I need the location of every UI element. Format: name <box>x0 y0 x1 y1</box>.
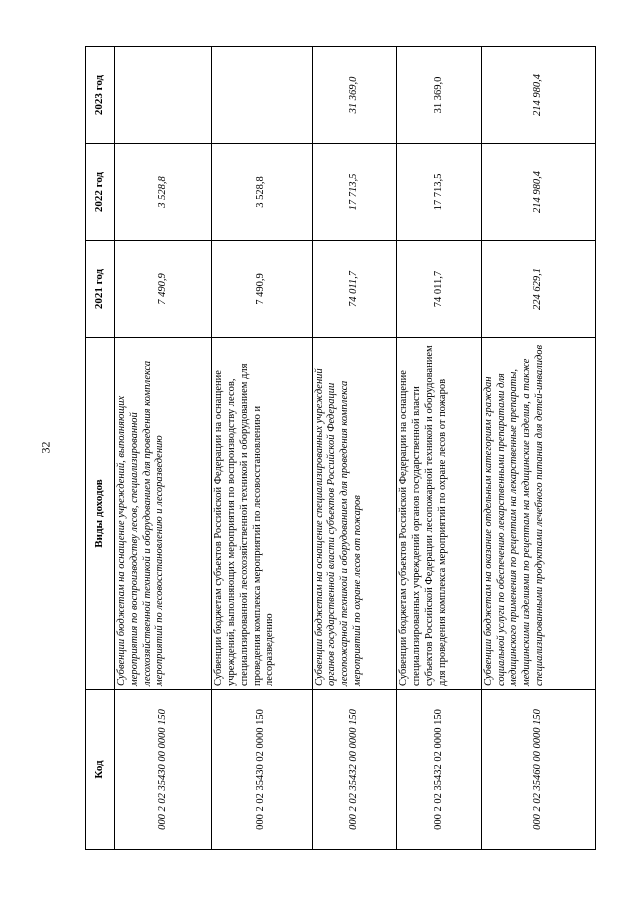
row-code: 000 2 02 35432 02 0000 150 <box>397 690 482 850</box>
row-value-2023: 31 369,0 <box>397 47 482 144</box>
table-row <box>115 47 212 850</box>
row-value-2023 <box>115 47 212 144</box>
table-row <box>312 47 397 850</box>
table-row <box>481 47 595 850</box>
row-value-2021: 7 490,9 <box>212 241 313 338</box>
header-revenue-type: Виды доходов <box>86 338 115 690</box>
row-code: 000 2 02 35430 02 0000 150 <box>212 690 313 850</box>
row-value-2023: 214 980,4 <box>481 47 595 144</box>
row-value-2022: 3 528,8 <box>115 144 212 241</box>
row-code: 000 2 02 35430 00 0000 150 <box>115 690 212 850</box>
header-code: Код <box>86 690 115 850</box>
row-value-2021: 74 011,7 <box>397 241 482 338</box>
row-value-2022: 17 713,5 <box>397 144 482 241</box>
revenue-table <box>85 46 596 850</box>
header-2023: 2023 год <box>86 47 115 144</box>
table-row <box>397 47 482 850</box>
row-value-2021: 224 629,1 <box>481 241 595 338</box>
row-value-2022: 214 980,4 <box>481 144 595 241</box>
header-2022: 2022 год <box>86 144 115 241</box>
page-number: 32 <box>38 441 53 454</box>
header-2021: 2021 год <box>86 241 115 338</box>
row-code: 000 2 02 35460 00 0000 150 <box>481 690 595 850</box>
row-value-2021: 7 490,9 <box>115 241 212 338</box>
row-code: 000 2 02 35432 00 0000 150 <box>312 690 397 850</box>
row-value-2022: 3 528,8 <box>212 144 313 241</box>
row-value-2023 <box>212 47 313 144</box>
row-name: Субвенции бюджетам субъектов Российской Федерации на оснащение специализированных учреждений органов государственной власти субъектов Российской Федерации лесопожарной техникой и оборудованием для проведения комплекса мероприятий по охране лесов от пожаров <box>397 338 482 690</box>
row-name: Субвенции бюджетам на оснащение специализированных учреждений органов государственной власти субъектов Российской Федерации лесопожарной техникой и оборудованием для проведения комплекса мероприятий по охране лесов от пожаров <box>312 338 397 690</box>
row-value-2021: 74 011,7 <box>312 241 397 338</box>
table-header-row <box>86 47 115 850</box>
row-value-2023: 31 369,0 <box>312 47 397 144</box>
rotated-table-container <box>85 47 596 850</box>
row-name: Субвенции бюджетам субъектов Российской Федерации на оснащение учреждений, выполняющих мероприятия по воспроизводству лесов, специализированной лесохозяйственной техникой и оборудованием для проведения комплекса мероприятий по лесовосстановлению и лесоразведению <box>212 338 313 690</box>
table-row <box>212 47 313 850</box>
row-name: Субвенции бюджетам на оказание отдельным категориям граждан социальной услуги по обеспечению лекарственными препаратами для медицинского применения по рецептам на лекарственные препараты, медицинскими изделиями по рецептам на медицинские изделия, а также специализированными продуктами лечебного питания для детей-инвалидов <box>481 338 595 690</box>
row-name: Субвенции бюджетам на оснащение учреждений, выполняющих мероприятия по воспроизводству лесов, специализированной лесохозяйственной техникой и оборудованием для проведения комплекса мероприятий по лесовосстановлению и лесоразведению <box>115 338 212 690</box>
row-value-2022: 17 713,5 <box>312 144 397 241</box>
